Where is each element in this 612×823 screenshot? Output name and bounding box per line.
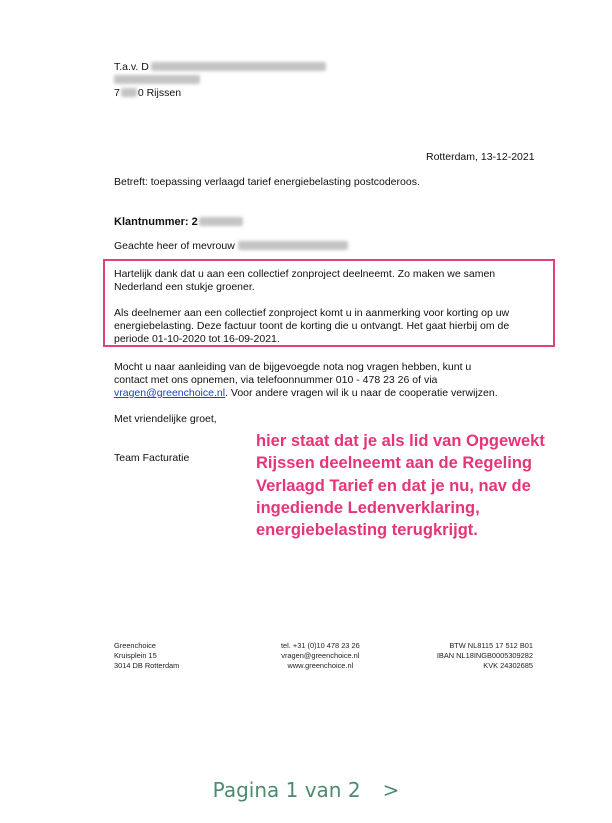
closing: Met vriendelijke groet, xyxy=(114,413,217,425)
annotation-text: hier staat dat je als lid van Opgewekt Rijssen deelneemt aan de Regeling Verlaagd Tarief en dat je nu, nav de ingediende Ledenverklaring, energiebelasting terugkrijgt. xyxy=(256,432,545,540)
redacted-salutation-name xyxy=(238,241,348,250)
footer-company: Greenchoice Kruisplein 15 3014 DB Rotterdam xyxy=(114,641,180,670)
footer-contact: tel. +31 (0)10 478 23 26 vragen@greenchoice.nl www.greenchoice.nl xyxy=(281,641,360,670)
highlight-p2-line3: periode 01-10-2020 tot 16-09-2021. xyxy=(114,333,280,345)
redacted-customer-number xyxy=(199,217,243,226)
signature: Team Facturatie xyxy=(114,452,190,464)
address-line-3: 7 0 Rijssen xyxy=(114,87,182,99)
highlight-p2-line2: energiebelasting. Deze factuur toont de korting die u ontvangt. Het gaat hierbij om de xyxy=(114,320,510,332)
highlight-p1-line2: Nederland een stukje groener. xyxy=(114,281,255,293)
redacted-name xyxy=(151,62,326,71)
body-line-3: vragen@greenchoice.nl. Voor andere vragen wil ik u naar de cooperatie verwijzen. xyxy=(114,387,498,399)
page-indicator: Pagina 1 van 2 xyxy=(212,778,361,802)
redacted-street xyxy=(114,75,200,84)
address-line-1: T.a.v. D xyxy=(114,61,326,75)
redacted-postcode xyxy=(121,88,137,97)
highlight-p2-line1: Als deelnemer aan een collectief zonproject komt u in aanmerking voor korting op uw xyxy=(114,307,510,319)
customer-number: Klantnummer: 2 xyxy=(114,216,243,230)
body-line-2: contact met ons opnemen, via telefoonnummer 010 - 478 23 26 of via xyxy=(114,374,438,386)
letter-subject: Betreft: toepassing verlaagd tarief energiebelasting postcoderoos. xyxy=(114,176,420,188)
highlight-p1-line1: Hartelijk dank dat u aan een collectief zonproject deelneemt. Zo maken we samen xyxy=(114,268,496,280)
letter-date: Rotterdam, 13-12-2021 xyxy=(426,151,535,163)
address-line-2 xyxy=(114,74,200,88)
body-line-1: Mocht u naar aanleiding van de bijgevoegde nota nog vragen hebben, kunt u xyxy=(114,361,472,373)
next-page-button[interactable]: > xyxy=(382,778,400,802)
footer-registration: BTW NL8115 17 512 B01 IBAN NL18INGB0005309282 KVK 24302685 xyxy=(436,641,533,670)
email-link[interactable]: vragen@greenchoice.nl xyxy=(114,387,226,399)
salutation: Geachte heer of mevrouw xyxy=(114,240,348,254)
pagination xyxy=(0,772,612,808)
